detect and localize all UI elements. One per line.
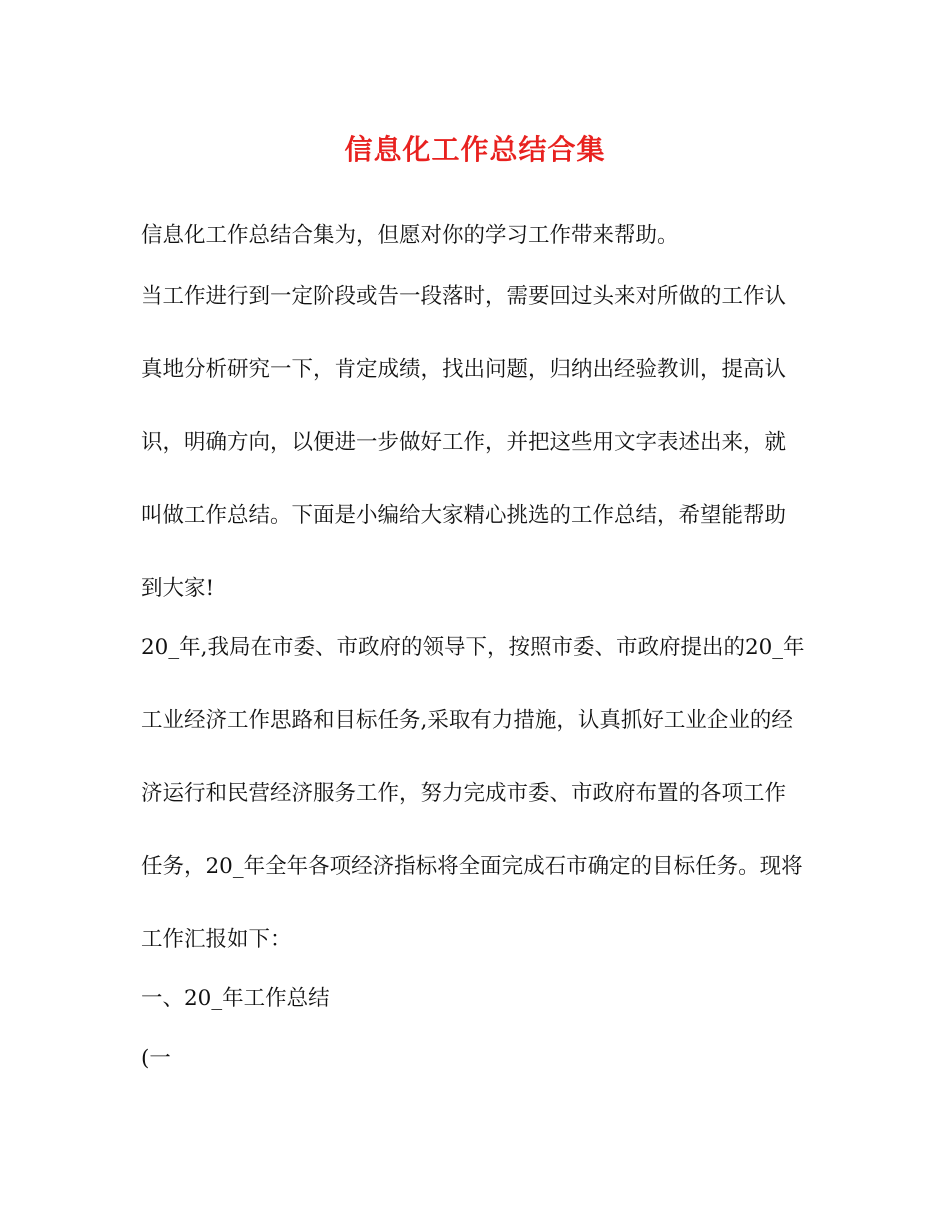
- intro-line: 信息化工作总结合集为，但愿对你的学习工作带来帮助。: [141, 223, 679, 248]
- paragraph-line: 任务，20_年全年各项经济指标将全面完成石市确定的目标任务。现将: [141, 854, 803, 879]
- paragraph-line: 到大家!: [141, 576, 215, 601]
- section-heading: 一、20_年工作总结: [141, 986, 330, 1011]
- paragraph-line: 济运行和民营经济服务工作，努力完成市委、市政府布置的各项工作: [141, 781, 787, 806]
- subsection-heading: (一: [141, 1046, 171, 1071]
- paragraph-line: 当工作进行到一定阶段或告一段落时，需要回过头来对所做的工作认: [141, 284, 787, 309]
- document-title: 信息化工作总结合集: [344, 133, 606, 166]
- paragraph-line: 20_年,我局在市委、市政府的领导下，按照市委、市政府提出的20_年: [141, 635, 805, 660]
- paragraph-line: 工业经济工作思路和目标任务,采取有力措施，认真抓好工业企业的经: [141, 708, 793, 733]
- paragraph-line: 工作汇报如下：: [141, 927, 292, 952]
- paragraph-line: 识，明确方向，以便进一步做好工作，并把这些用文字表述出来，就: [141, 430, 787, 455]
- paragraph-line: 叫做工作总结。下面是小编给大家精心挑选的工作总结，希望能帮助: [141, 503, 787, 528]
- paragraph-line: 真地分析研究一下，肯定成绩，找出问题，归纳出经验教训，提高认: [141, 357, 787, 382]
